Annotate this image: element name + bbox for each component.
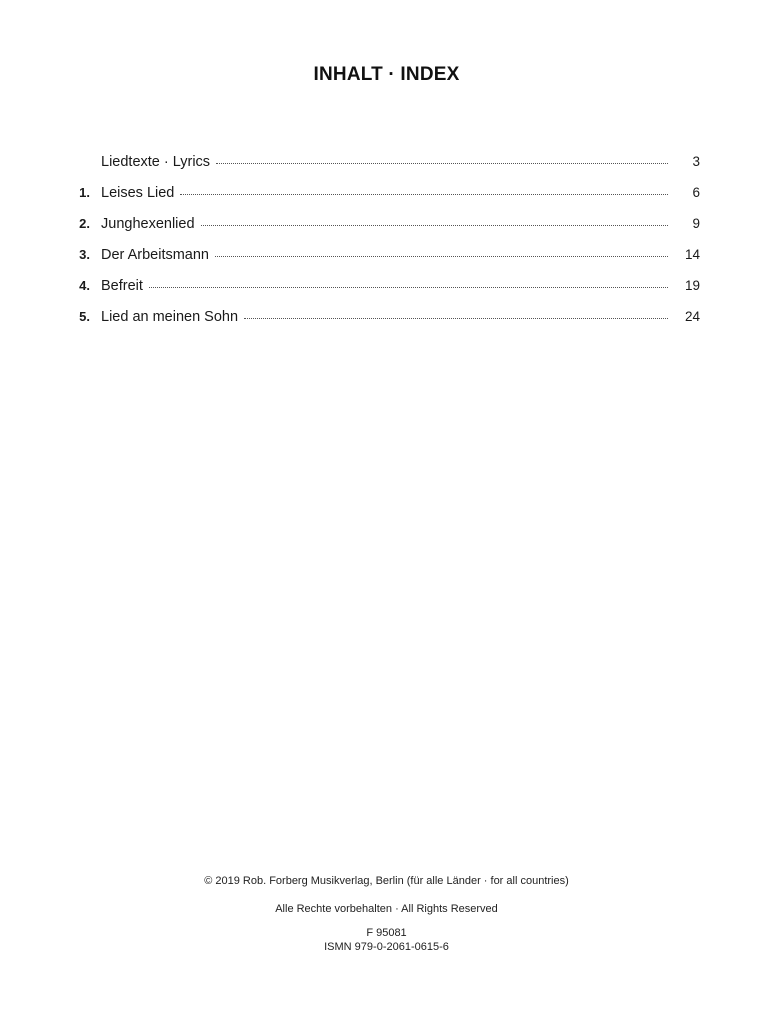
catalog-number: F 95081 — [366, 927, 407, 939]
toc-number: 4. — [79, 278, 90, 293]
table-of-contents — [72, 154, 700, 340]
toc-entry — [72, 247, 700, 278]
dot-leader — [149, 287, 668, 299]
toc-number: 1. — [79, 185, 90, 200]
toc-title: Lied an meinen Sohn — [101, 309, 239, 325]
publisher-footer — [0, 874, 773, 954]
page-title: INHALT · INDEX — [313, 64, 460, 85]
toc-title: Liedtexte · Lyrics — [101, 154, 211, 170]
ismn-number: ISMN 979-0-2061-0615-6 — [324, 941, 449, 953]
copyright-notice: © 2019 Rob. Forberg Musikverlag, Berlin (für alle Länder · for all countries) — [204, 875, 569, 887]
dot-leader — [180, 194, 668, 206]
toc-page-number: 24 — [684, 309, 700, 324]
toc-number: 2. — [79, 216, 90, 231]
toc-entry — [72, 154, 700, 185]
dot-leader — [215, 256, 668, 268]
toc-page-number: 14 — [684, 247, 700, 262]
toc-page-number: 6 — [692, 185, 700, 200]
toc-page-number: 19 — [684, 278, 700, 293]
dot-leader — [216, 163, 668, 175]
toc-page-number: 3 — [692, 154, 700, 169]
toc-title: Junghexenlied — [101, 216, 195, 232]
toc-entry — [72, 309, 700, 340]
dot-leader — [201, 225, 668, 237]
toc-title: Der Arbeitsmann — [101, 247, 209, 263]
toc-entry — [72, 216, 700, 247]
toc-entry — [72, 278, 700, 309]
toc-page-number: 9 — [692, 216, 700, 231]
rights-notice: Alle Rechte vorbehalten · All Rights Reserved — [275, 903, 498, 915]
toc-title: Befreit — [101, 278, 143, 294]
toc-number: 5. — [79, 309, 90, 324]
toc-entry — [72, 185, 700, 216]
toc-title: Leises Lied — [101, 185, 175, 201]
dot-leader — [244, 318, 668, 330]
toc-number: 3. — [79, 247, 90, 262]
